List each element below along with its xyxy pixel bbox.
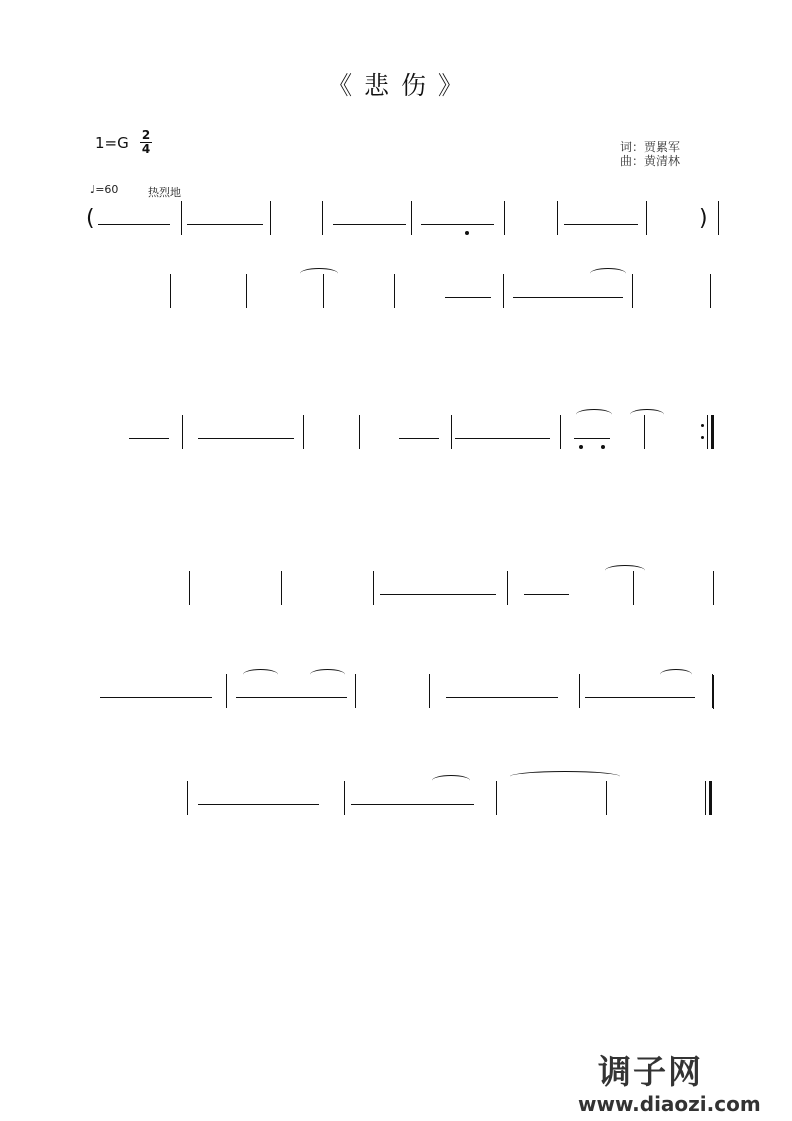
time-signature bbox=[140, 129, 152, 156]
time-sig-top: 2 bbox=[141, 128, 151, 142]
barline bbox=[270, 201, 271, 235]
eighth-note-beam bbox=[100, 697, 212, 698]
barline bbox=[707, 415, 708, 449]
barline bbox=[504, 201, 505, 235]
barline bbox=[322, 201, 323, 235]
eighth-note-beam bbox=[351, 804, 474, 805]
lyricist: 词：贾累军 bbox=[620, 140, 681, 154]
barline bbox=[373, 571, 374, 605]
slur-tie bbox=[590, 268, 626, 279]
eighth-note-beam bbox=[524, 594, 569, 595]
slur-tie bbox=[310, 669, 345, 680]
slur-tie bbox=[605, 565, 645, 576]
barline bbox=[557, 201, 558, 235]
barline bbox=[394, 274, 395, 308]
barline bbox=[710, 274, 711, 308]
expression-marking: 热烈地 bbox=[148, 186, 181, 199]
barline bbox=[411, 201, 412, 235]
watermark-url: www.diaozi.com bbox=[578, 1092, 761, 1116]
barline bbox=[170, 274, 171, 308]
barline bbox=[189, 571, 190, 605]
eighth-note-beam bbox=[399, 438, 439, 439]
barline bbox=[646, 201, 647, 235]
quarter-note-icon: ♩ bbox=[90, 183, 96, 196]
barline bbox=[323, 274, 324, 308]
barline bbox=[718, 201, 719, 235]
barline bbox=[429, 674, 430, 708]
repeat-dot bbox=[701, 436, 704, 439]
repeat-dot bbox=[701, 424, 704, 427]
eighth-note-beam bbox=[98, 224, 170, 225]
slur-tie bbox=[576, 409, 612, 420]
composer: 曲：黄清林 bbox=[620, 154, 681, 168]
key-signature: 1=G bbox=[95, 134, 129, 152]
eighth-note-beam bbox=[446, 697, 558, 698]
final-barline bbox=[705, 781, 706, 815]
slur-tie bbox=[432, 775, 470, 786]
barline bbox=[713, 571, 714, 605]
slur-tie bbox=[510, 771, 620, 782]
barline bbox=[632, 274, 633, 308]
slur-tie bbox=[300, 268, 338, 279]
octave-dot-below bbox=[579, 445, 583, 449]
slur-tie bbox=[630, 409, 664, 420]
barline bbox=[507, 571, 508, 605]
time-sig-bottom: 4 bbox=[141, 142, 151, 156]
eighth-note-beam bbox=[187, 224, 263, 225]
barline bbox=[182, 415, 183, 449]
barline bbox=[451, 415, 452, 449]
eighth-note-beam bbox=[236, 697, 347, 698]
barline bbox=[246, 274, 247, 308]
barline bbox=[281, 571, 282, 605]
watermark-brand: 调子网 bbox=[598, 1052, 703, 1091]
eighth-note-beam bbox=[380, 594, 496, 595]
final-barline-thick bbox=[709, 781, 712, 815]
eighth-note-beam bbox=[445, 297, 491, 298]
paren-open: ( bbox=[86, 206, 95, 231]
song-title: 《 悲 伤 》 bbox=[327, 71, 465, 100]
barline bbox=[303, 415, 304, 449]
barline bbox=[359, 415, 360, 449]
eighth-note-beam bbox=[129, 438, 169, 439]
eighth-note-beam bbox=[455, 438, 550, 439]
eighth-note-beam bbox=[421, 224, 494, 225]
paren-close: ) bbox=[699, 206, 708, 231]
barline bbox=[503, 274, 504, 308]
barline bbox=[633, 571, 634, 605]
barline bbox=[644, 415, 645, 449]
barline bbox=[606, 781, 607, 815]
eighth-note-beam bbox=[198, 438, 294, 439]
slur-tie bbox=[660, 669, 692, 680]
eighth-note-beam bbox=[198, 804, 319, 805]
barline bbox=[560, 415, 561, 449]
barline bbox=[181, 201, 182, 235]
barline bbox=[579, 674, 580, 708]
barline bbox=[355, 674, 356, 708]
eighth-note-beam bbox=[585, 697, 695, 698]
tempo-marking bbox=[90, 183, 118, 196]
barline bbox=[713, 675, 714, 709]
octave-dot-below bbox=[465, 231, 469, 235]
barline bbox=[226, 674, 227, 708]
eighth-note-beam bbox=[564, 224, 638, 225]
tempo-value: =60 bbox=[95, 183, 119, 196]
slur-tie bbox=[243, 669, 278, 680]
octave-dot-below bbox=[601, 445, 605, 449]
eighth-note-beam bbox=[574, 438, 610, 439]
eighth-note-beam bbox=[333, 224, 406, 225]
final-barline-thick bbox=[711, 415, 714, 449]
barline bbox=[187, 781, 188, 815]
barline bbox=[344, 781, 345, 815]
eighth-note-beam bbox=[513, 297, 623, 298]
barline bbox=[496, 781, 497, 815]
